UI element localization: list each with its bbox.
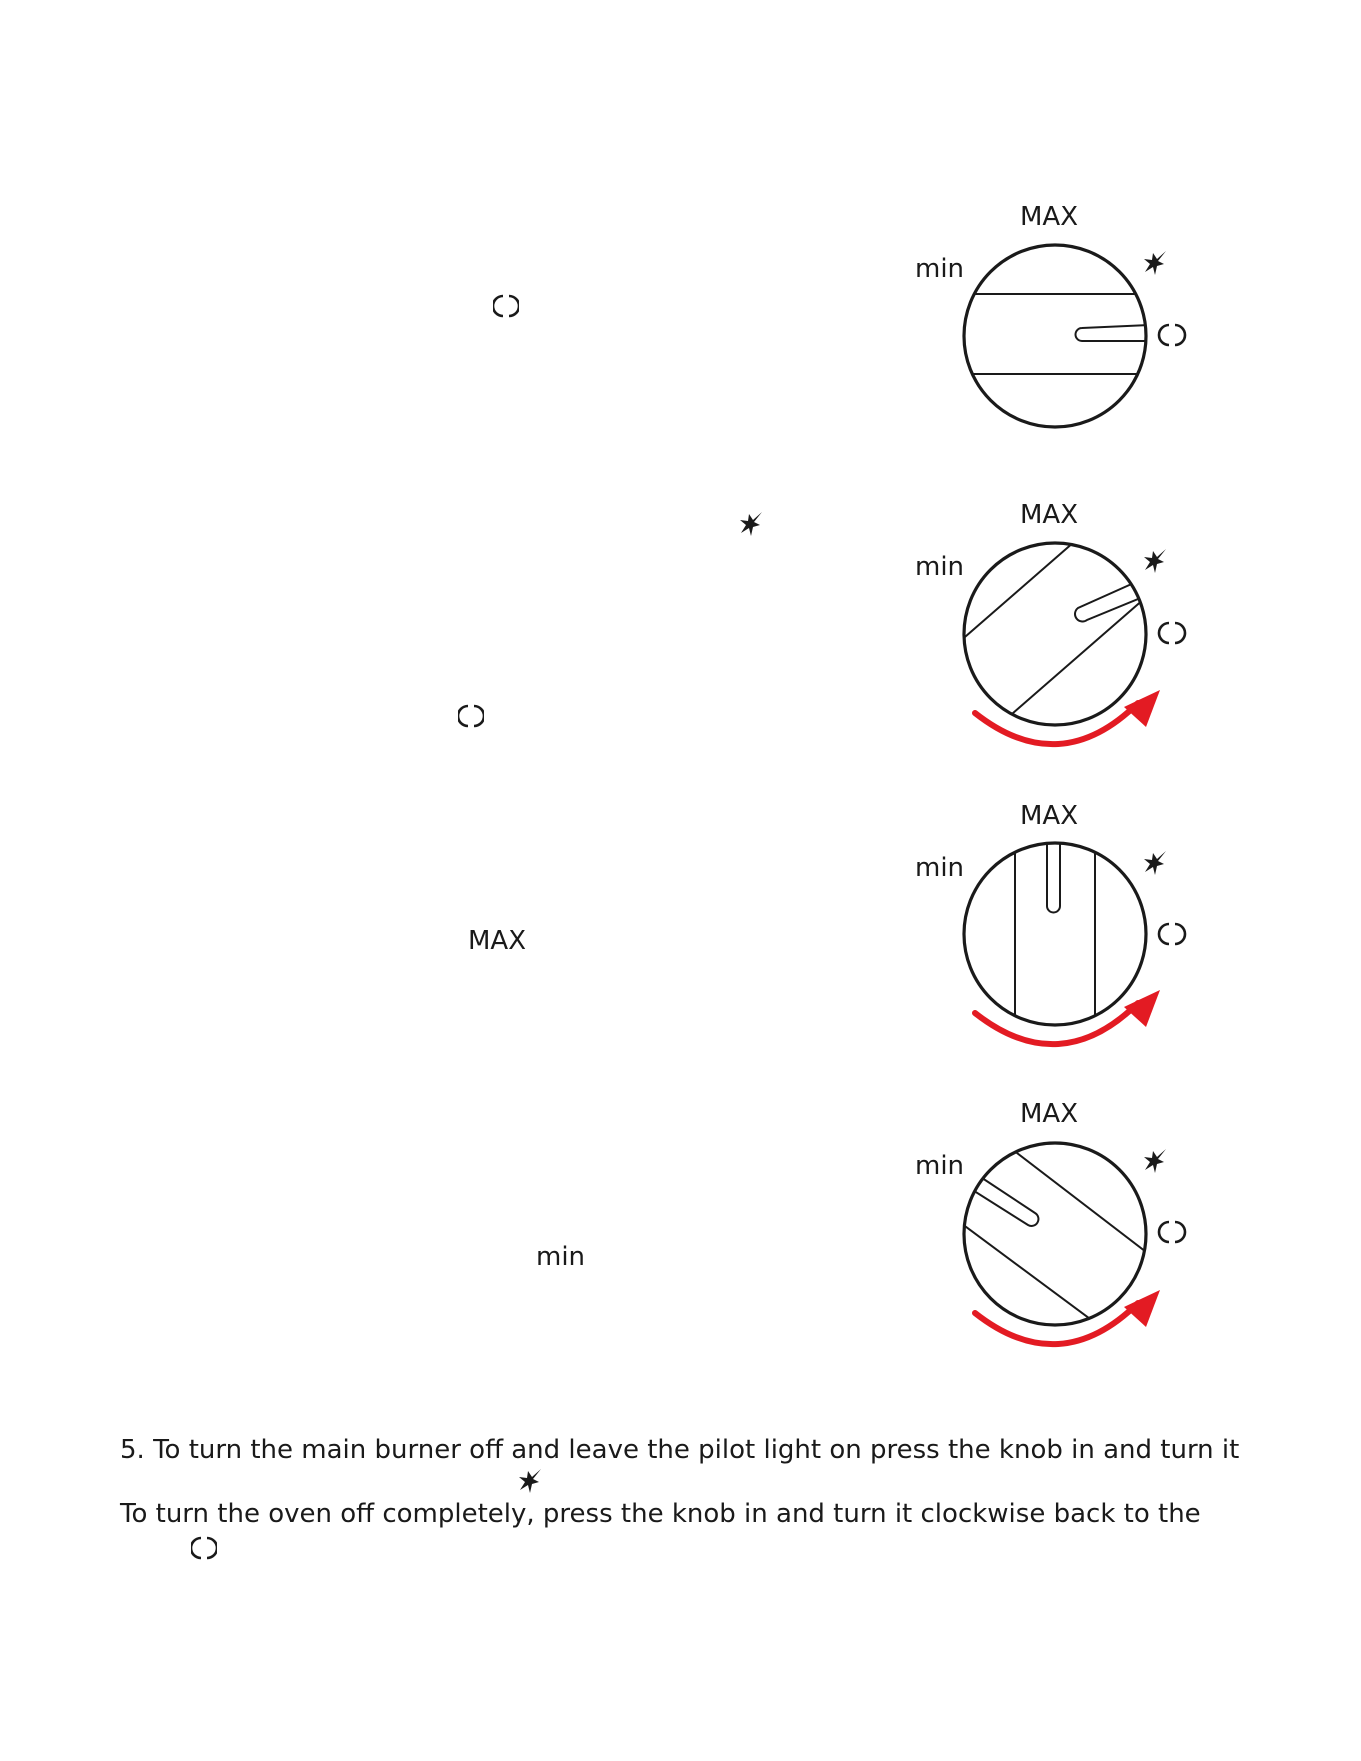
- ignition-spark-icon: [1144, 549, 1166, 573]
- knob-min-diagram: [915, 1099, 1185, 1344]
- knob-ignition-diagram: [915, 500, 1185, 744]
- off-icon: [1159, 1222, 1185, 1242]
- ignition-spark-icon: [517, 1468, 543, 1494]
- off-icon: [1159, 924, 1185, 944]
- ignition-spark-icon: [1144, 851, 1166, 875]
- step3-max-mark: MAX: [468, 926, 527, 956]
- off-icon: [1159, 325, 1185, 345]
- step5-line-2: To turn the oven off completely, press the knob in and turn it clockwise back to the: [120, 1499, 1201, 1529]
- step5-line-1: 5. To turn the main burner off and leave the pilot light on press the knob in and turn it: [120, 1435, 1240, 1465]
- knob-max-label: MAX: [1019, 202, 1079, 232]
- knob-min-label: min: [915, 552, 965, 582]
- knob-max-label: MAX: [1019, 1099, 1079, 1129]
- clockwise-arrowhead: [1124, 990, 1160, 1027]
- knob-max-label: MAX: [1019, 500, 1079, 530]
- knob-min-label: min: [915, 254, 965, 284]
- knob-max-label: MAX: [1019, 801, 1079, 831]
- knob-off-diagram: [915, 202, 1185, 427]
- clockwise-arrowhead: [1124, 690, 1160, 727]
- off-icon: [191, 1535, 217, 1561]
- knob-min-label: min: [915, 1151, 965, 1181]
- off-icon: [1159, 623, 1185, 643]
- knob-min-label: min: [915, 853, 965, 883]
- ignition-spark-icon: [1144, 251, 1166, 275]
- knob-max-diagram: [915, 801, 1185, 1044]
- step4-min-mark: min: [536, 1242, 586, 1272]
- ignition-spark-icon: [1144, 1149, 1166, 1173]
- clockwise-arrowhead: [1124, 1290, 1160, 1327]
